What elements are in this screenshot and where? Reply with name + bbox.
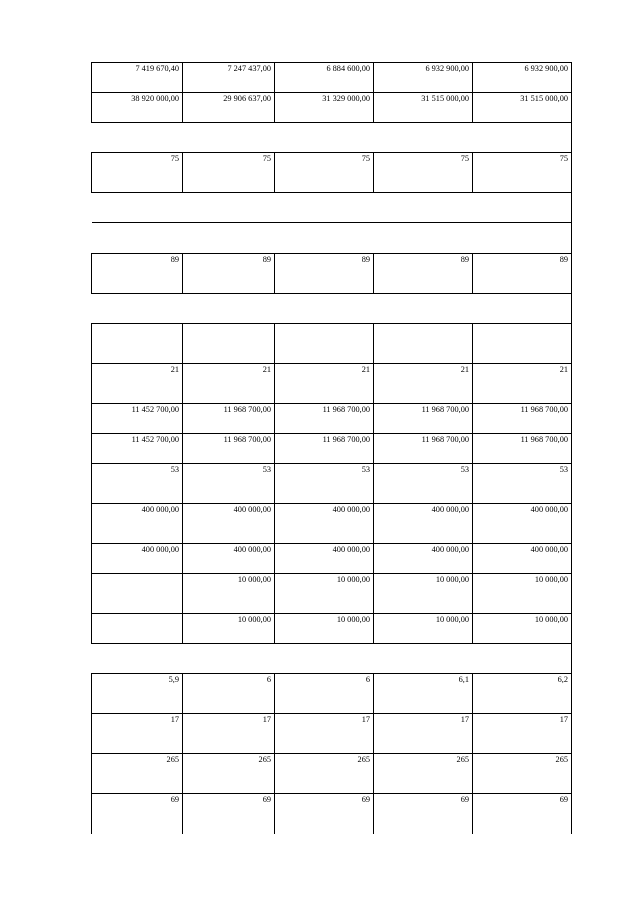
table-cell: 265	[275, 754, 374, 794]
table-cell: 31 515 000,00	[473, 93, 572, 123]
table-cell: 69	[275, 794, 374, 834]
table-gap-row	[92, 123, 572, 153]
table-cell: 265	[374, 754, 473, 794]
table-row	[92, 544, 572, 574]
table-cell: 89	[183, 254, 275, 294]
table-cell: 21	[374, 364, 473, 404]
table-cell: 10 000,00	[183, 574, 275, 614]
table-cell	[183, 324, 275, 364]
table-cell: 5,9	[92, 674, 183, 714]
table-cell: 7 247 437,00	[183, 63, 275, 93]
table-cell: 21	[92, 364, 183, 404]
table-gap-cell	[92, 223, 572, 254]
table-cell: 17	[275, 714, 374, 754]
table-gap-cell	[92, 193, 572, 223]
table-gap-row	[92, 193, 572, 223]
table-cell: 89	[473, 254, 572, 294]
table-cell: 53	[473, 464, 572, 504]
table-cell: 6 932 900,00	[374, 63, 473, 93]
table-cell: 69	[92, 794, 183, 834]
table-row	[92, 364, 572, 404]
table-cell: 265	[183, 754, 275, 794]
table-cell: 6	[183, 674, 275, 714]
table-cell	[374, 324, 473, 364]
table-cell: 21	[183, 364, 275, 404]
table-cell: 11 968 700,00	[183, 434, 275, 464]
table-cell: 21	[275, 364, 374, 404]
table-cell: 400 000,00	[183, 544, 275, 574]
table-cell: 10 000,00	[374, 614, 473, 644]
table-gap-cell	[92, 294, 572, 324]
table-cell: 11 968 700,00	[473, 404, 572, 434]
table-cell: 11 968 700,00	[275, 404, 374, 434]
table-cell: 7 419 670,40	[92, 63, 183, 93]
table-gap-cell	[92, 123, 572, 153]
table-cell: 265	[473, 754, 572, 794]
table-cell: 6 884 600,00	[275, 63, 374, 93]
table-cell: 6,2	[473, 674, 572, 714]
table-cell: 11 968 700,00	[374, 434, 473, 464]
table-cell: 75	[183, 153, 275, 193]
table-cell: 400 000,00	[92, 544, 183, 574]
budget-table	[91, 62, 572, 834]
table-row	[92, 504, 572, 544]
table-cell: 69	[183, 794, 275, 834]
table-cell: 75	[275, 153, 374, 193]
table-row	[92, 93, 572, 123]
table-cell: 400 000,00	[473, 504, 572, 544]
table-row	[92, 404, 572, 434]
table-cell: 6 932 900,00	[473, 63, 572, 93]
table-gap-row	[92, 644, 572, 674]
table-cell: 89	[92, 254, 183, 294]
table-row	[92, 464, 572, 504]
table-cell: 265	[92, 754, 183, 794]
table-row	[92, 614, 572, 644]
table-cell: 400 000,00	[275, 504, 374, 544]
table-gap-row	[92, 223, 572, 254]
table-cell: 10 000,00	[275, 614, 374, 644]
table-gap-row	[92, 294, 572, 324]
table-cell: 400 000,00	[183, 504, 275, 544]
table-cell: 53	[92, 464, 183, 504]
table-cell: 17	[374, 714, 473, 754]
table-cell: 10 000,00	[275, 574, 374, 614]
table-cell: 75	[92, 153, 183, 193]
table-cell	[92, 324, 183, 364]
table-cell: 6	[275, 674, 374, 714]
table-cell	[275, 324, 374, 364]
table-row	[92, 63, 572, 93]
table-cell: 10 000,00	[183, 614, 275, 644]
table-cell: 400 000,00	[473, 544, 572, 574]
table-cell	[473, 324, 572, 364]
table-cell: 89	[275, 254, 374, 294]
table-cell: 53	[374, 464, 473, 504]
table-cell: 69	[473, 794, 572, 834]
table-cell: 11 968 700,00	[473, 434, 572, 464]
table-cell: 21	[473, 364, 572, 404]
table-cell	[92, 574, 183, 614]
table-row	[92, 434, 572, 464]
table-cell: 10 000,00	[374, 574, 473, 614]
table-cell: 10 000,00	[473, 614, 572, 644]
table-cell: 400 000,00	[275, 544, 374, 574]
table-cell	[92, 614, 183, 644]
table-row	[92, 254, 572, 294]
table-cell: 11 452 700,00	[92, 434, 183, 464]
table-cell: 69	[374, 794, 473, 834]
table-gap-cell	[92, 644, 572, 674]
table-cell: 29 906 637,00	[183, 93, 275, 123]
table-cell: 38 920 000,00	[92, 93, 183, 123]
table-cell: 6,1	[374, 674, 473, 714]
table-cell: 89	[374, 254, 473, 294]
table-cell: 31 515 000,00	[374, 93, 473, 123]
table-cell: 53	[183, 464, 275, 504]
table-cell: 11 968 700,00	[374, 404, 473, 434]
table-cell: 17	[183, 714, 275, 754]
table-cell: 75	[473, 153, 572, 193]
table-cell: 400 000,00	[92, 504, 183, 544]
table-row	[92, 674, 572, 714]
table-cell: 53	[275, 464, 374, 504]
table-cell: 17	[473, 714, 572, 754]
table-row	[92, 574, 572, 614]
table-cell: 11 968 700,00	[275, 434, 374, 464]
table-cell: 400 000,00	[374, 504, 473, 544]
table-row	[92, 794, 572, 834]
table-cell: 10 000,00	[473, 574, 572, 614]
table-row	[92, 714, 572, 754]
table-cell: 75	[374, 153, 473, 193]
table-cell: 400 000,00	[374, 544, 473, 574]
table-cell: 11 968 700,00	[183, 404, 275, 434]
table-row	[92, 324, 572, 364]
table-cell: 31 329 000,00	[275, 93, 374, 123]
table-cell: 11 452 700,00	[92, 404, 183, 434]
table-cell: 17	[92, 714, 183, 754]
table-row	[92, 153, 572, 193]
table-row	[92, 754, 572, 794]
